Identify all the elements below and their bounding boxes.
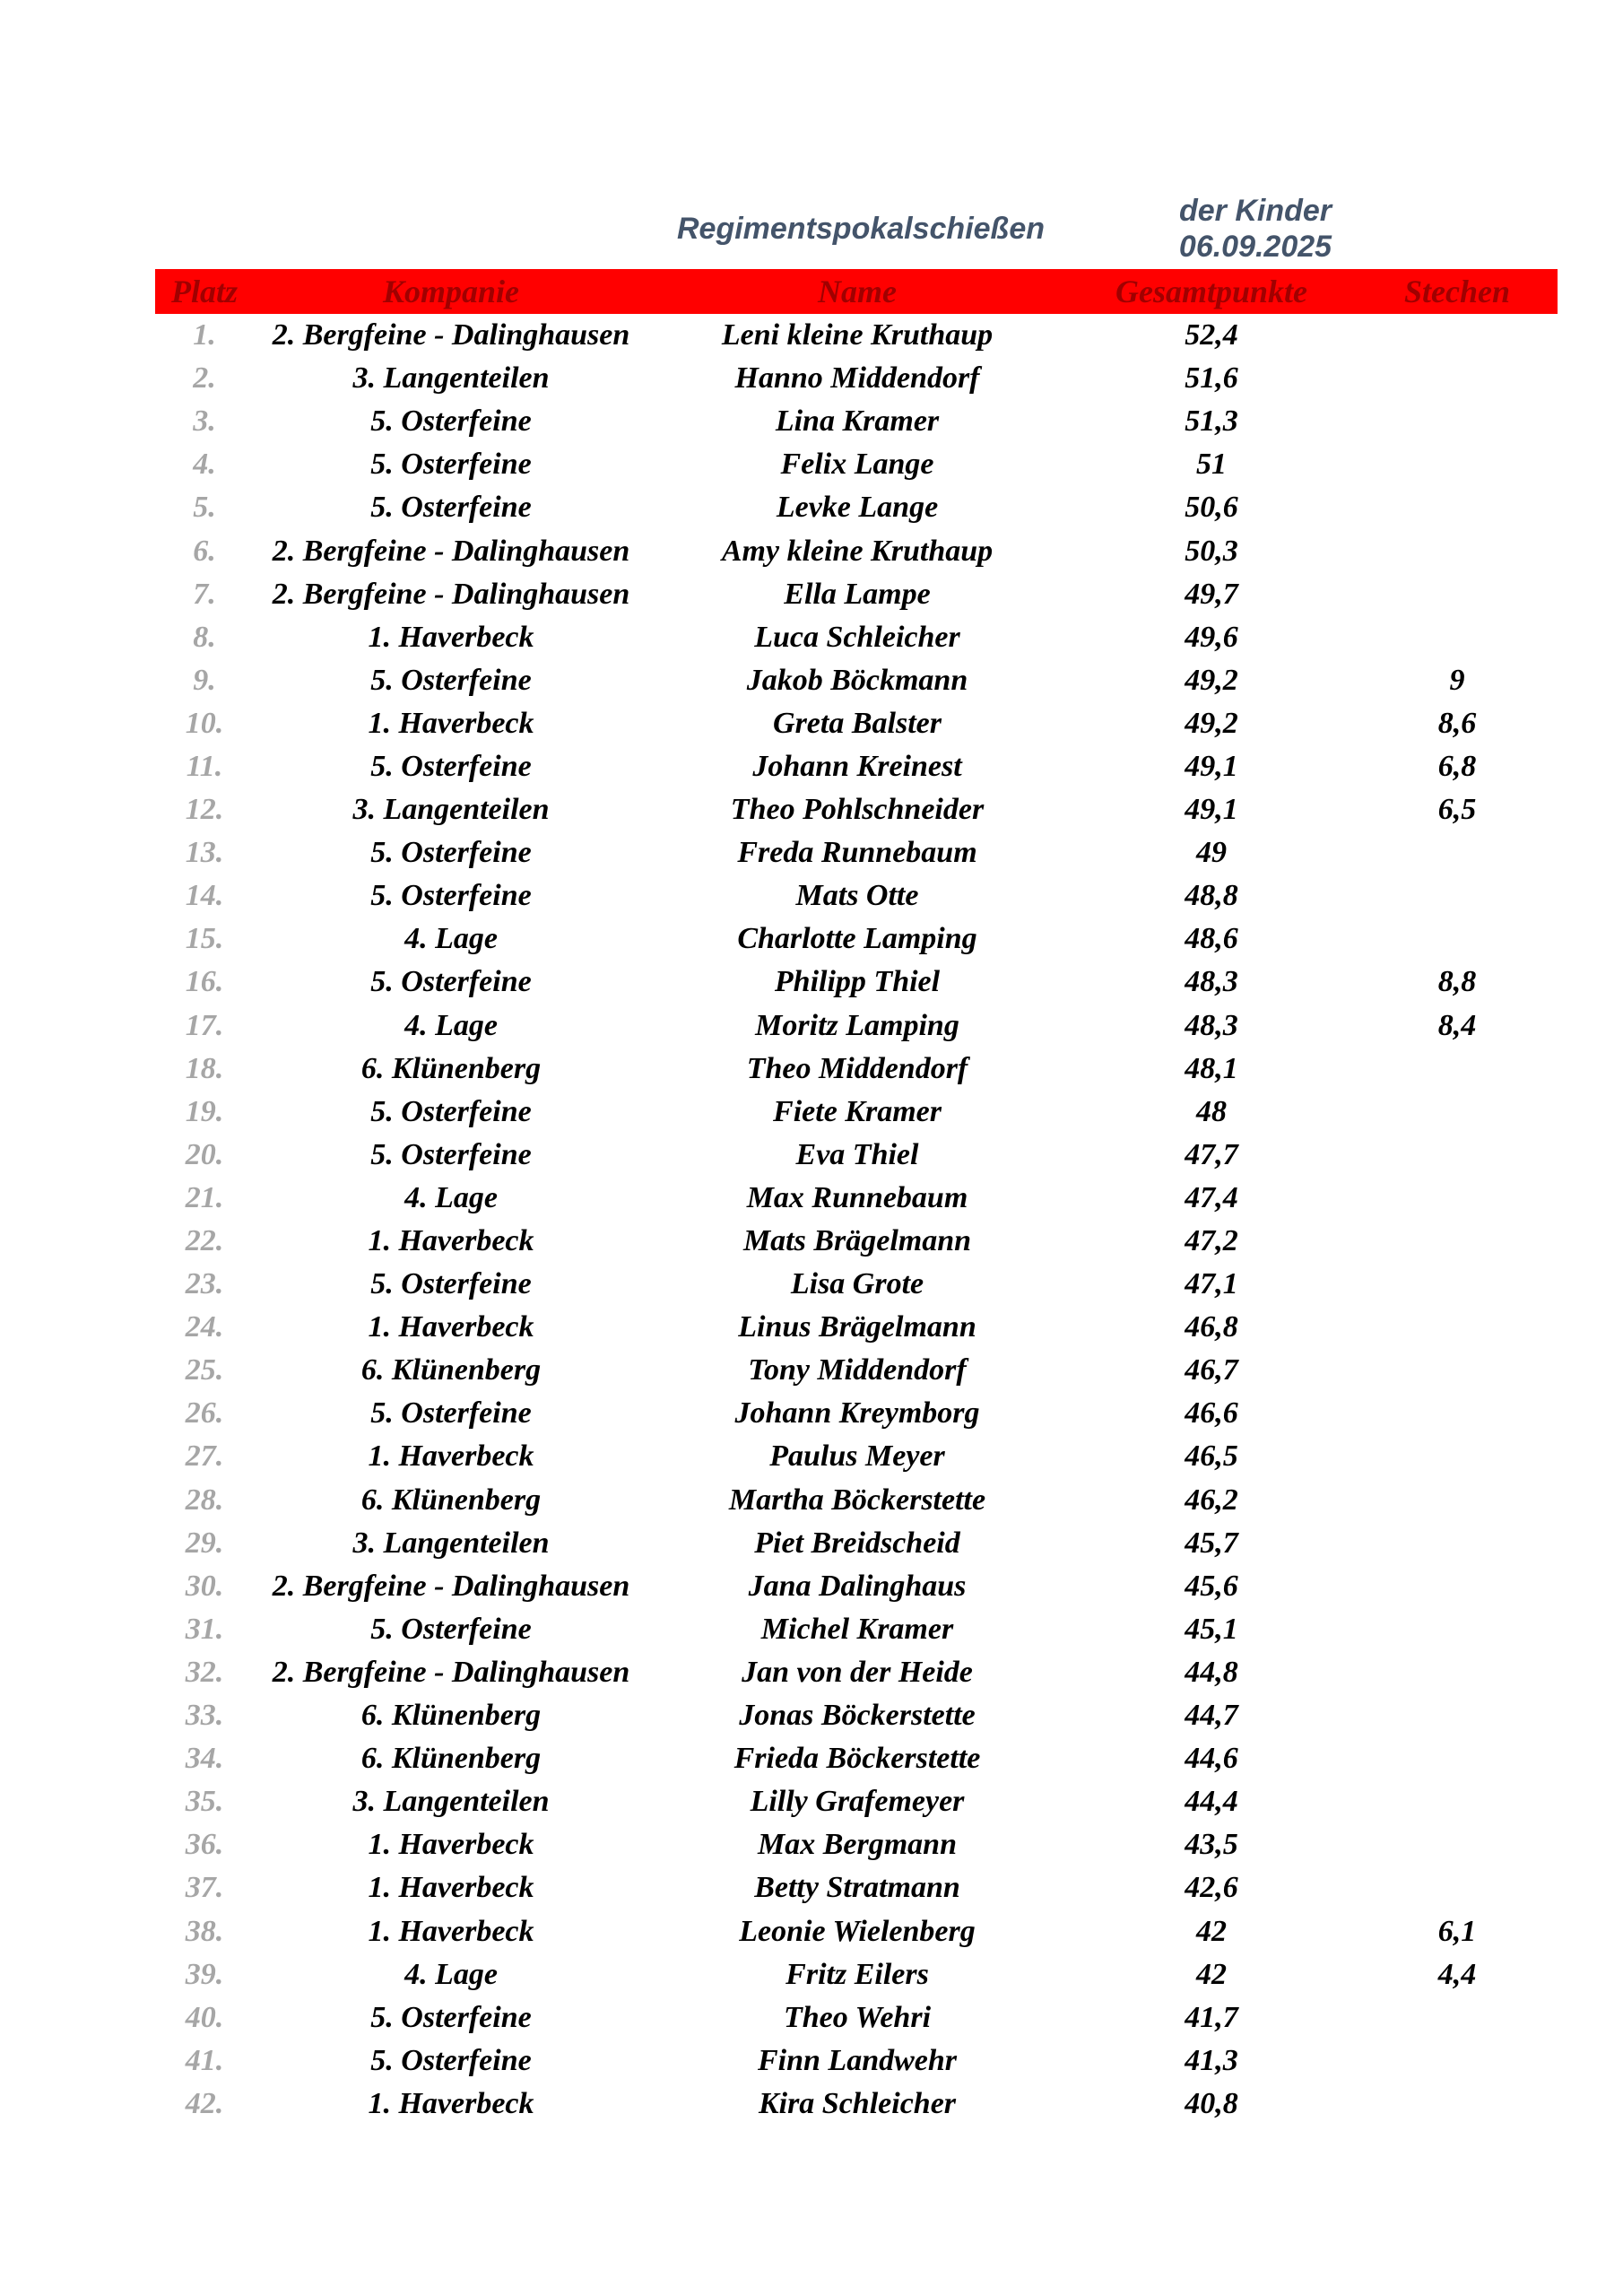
table-header bbox=[155, 269, 1558, 314]
cell-gesamtpunkte: 44,6 bbox=[1185, 1742, 1238, 1776]
cell-gesamtpunkte: 45,7 bbox=[1185, 1526, 1238, 1560]
cell-kompanie: 5. Osterfeine bbox=[370, 663, 532, 697]
cell-name: Freda Runnebaum bbox=[737, 836, 977, 870]
cell-platz: 22. bbox=[185, 1224, 224, 1258]
header-row bbox=[155, 269, 1558, 314]
subtitle-line-2: 06.09.2025 bbox=[1178, 230, 1332, 264]
cell-kompanie: 3. Langenteilen bbox=[352, 1526, 550, 1560]
cell-platz: 34. bbox=[185, 1742, 224, 1776]
cell-name: Lina Kramer bbox=[775, 404, 940, 439]
table-row bbox=[155, 529, 1558, 572]
cell-platz: 42. bbox=[185, 2086, 224, 2120]
cell-name: Ella Lampe bbox=[784, 577, 931, 611]
cell-name: Michel Kramer bbox=[760, 1612, 954, 1646]
table-row bbox=[155, 1823, 1558, 1866]
cell-stechen bbox=[1357, 616, 1558, 659]
table-row bbox=[155, 616, 1558, 659]
cell-kompanie: 5. Osterfeine bbox=[370, 1267, 532, 1301]
cell-gesamtpunkte: 41,3 bbox=[1185, 2043, 1238, 2077]
cell-kompanie: 6. Klünenberg bbox=[360, 1483, 542, 1517]
cell-name: Theo Middendorf bbox=[746, 1051, 968, 1085]
cell-gesamtpunkte: 47,2 bbox=[1185, 1224, 1238, 1258]
cell-name: Eva Thiel bbox=[795, 1137, 919, 1171]
cell-platz: 21. bbox=[185, 1180, 224, 1214]
cell-platz: 41. bbox=[185, 2043, 224, 2077]
cell-platz: 20. bbox=[185, 1137, 224, 1171]
cell-stechen bbox=[1357, 1263, 1558, 1306]
table-row bbox=[155, 1220, 1558, 1263]
cell-stechen bbox=[1357, 573, 1558, 616]
cell-gesamtpunkte: 42 bbox=[1196, 1957, 1227, 1991]
cell-name: Johann Kreinest bbox=[752, 749, 962, 783]
cell-stechen bbox=[1357, 1349, 1558, 1392]
cell-platz: 38. bbox=[185, 1914, 224, 1948]
cell-stechen bbox=[1357, 1048, 1558, 1091]
cell-name: Charlotte Lamping bbox=[737, 922, 977, 956]
cell-kompanie: 5. Osterfeine bbox=[370, 1094, 532, 1128]
cell-name: Luca Schleicher bbox=[754, 620, 960, 654]
table-row bbox=[155, 1263, 1558, 1306]
table-row bbox=[155, 702, 1558, 745]
cell-kompanie: 5. Osterfeine bbox=[370, 1396, 532, 1431]
cell-gesamtpunkte: 49,2 bbox=[1185, 663, 1238, 697]
cell-platz: 35. bbox=[185, 1785, 224, 1819]
cell-name: Linus Brägelmann bbox=[738, 1310, 976, 1344]
cell-kompanie: 5. Osterfeine bbox=[370, 749, 532, 783]
table-row bbox=[155, 1392, 1558, 1435]
table-row bbox=[155, 1134, 1558, 1177]
cell-gesamtpunkte: 42 bbox=[1196, 1914, 1227, 1948]
cell-kompanie: 1. Haverbeck bbox=[368, 620, 534, 654]
cell-gesamtpunkte: 49,2 bbox=[1185, 706, 1238, 740]
cell-gesamtpunkte: 46,8 bbox=[1185, 1310, 1238, 1344]
cell-kompanie: 6. Klünenberg bbox=[360, 1699, 542, 1733]
subtitle-line-1: der Kinder bbox=[1178, 194, 1332, 228]
table-row bbox=[155, 573, 1558, 616]
cell-name: Philipp Thiel bbox=[774, 965, 941, 999]
cell-kompanie: 5. Osterfeine bbox=[370, 448, 532, 482]
cell-name: Piet Breidscheid bbox=[754, 1526, 960, 1560]
cell-kompanie: 1. Haverbeck bbox=[368, 1871, 534, 1905]
cell-name: Greta Balster bbox=[773, 706, 942, 740]
cell-stechen: 6,8 bbox=[1437, 749, 1477, 783]
cell-kompanie: 4. Lage bbox=[404, 1957, 498, 1991]
table-row bbox=[155, 357, 1558, 400]
cell-platz: 7. bbox=[193, 577, 216, 611]
table-row bbox=[155, 1048, 1558, 1091]
cell-stechen bbox=[1357, 1091, 1558, 1134]
cell-kompanie: 2. Bergfeine - Dalinghausen bbox=[272, 577, 630, 611]
cell-platz: 5. bbox=[193, 491, 216, 525]
cell-stechen bbox=[1357, 1823, 1558, 1866]
cell-name: Paulus Meyer bbox=[769, 1439, 945, 1474]
page-title: Regimentspokalschießen bbox=[676, 212, 1045, 246]
cell-platz: 15. bbox=[185, 922, 224, 956]
cell-platz: 33. bbox=[185, 1699, 224, 1733]
cell-kompanie: 2. Bergfeine - Dalinghausen bbox=[272, 534, 630, 568]
cell-stechen: 6,1 bbox=[1437, 1914, 1477, 1948]
cell-gesamtpunkte: 51,6 bbox=[1185, 361, 1238, 396]
cell-kompanie: 6. Klünenberg bbox=[360, 1051, 542, 1085]
cell-platz: 40. bbox=[185, 2000, 224, 2034]
cell-name: Moritz Lamping bbox=[755, 1008, 959, 1042]
cell-gesamtpunkte: 49,1 bbox=[1185, 793, 1238, 827]
table-row bbox=[155, 918, 1558, 961]
cell-kompanie: 1. Haverbeck bbox=[368, 706, 534, 740]
cell-stechen: 8,6 bbox=[1437, 706, 1477, 740]
table-row bbox=[155, 1996, 1558, 2039]
cell-stechen: 8,4 bbox=[1437, 1008, 1477, 1042]
table-row bbox=[155, 1091, 1558, 1134]
table-row bbox=[155, 1004, 1558, 1048]
table-row bbox=[155, 1953, 1558, 1996]
cell-gesamtpunkte: 50,6 bbox=[1185, 491, 1238, 525]
cell-platz: 24. bbox=[185, 1310, 224, 1344]
cell-gesamtpunkte: 47,4 bbox=[1185, 1180, 1238, 1214]
cell-gesamtpunkte: 49,6 bbox=[1185, 620, 1238, 654]
cell-name: Frieda Böckerstette bbox=[733, 1742, 981, 1776]
cell-platz: 23. bbox=[185, 1267, 224, 1301]
cell-gesamtpunkte: 46,5 bbox=[1185, 1439, 1238, 1474]
cell-stechen bbox=[1357, 1177, 1558, 1220]
cell-gesamtpunkte: 51 bbox=[1196, 448, 1227, 482]
cell-name: Fiete Kramer bbox=[773, 1094, 942, 1128]
cell-gesamtpunkte: 48,1 bbox=[1185, 1051, 1238, 1085]
cell-kompanie: 2. Bergfeine - Dalinghausen bbox=[272, 1655, 630, 1689]
column-header-kompanie: Kompanie bbox=[382, 274, 519, 309]
cell-gesamtpunkte: 48,6 bbox=[1185, 922, 1238, 956]
cell-stechen bbox=[1357, 1996, 1558, 2039]
cell-kompanie: 1. Haverbeck bbox=[368, 2086, 534, 2120]
table-row bbox=[155, 400, 1558, 443]
table-row bbox=[155, 961, 1558, 1004]
cell-kompanie: 1. Haverbeck bbox=[368, 1439, 534, 1474]
cell-platz: 11. bbox=[186, 749, 223, 783]
cell-stechen bbox=[1357, 1522, 1558, 1565]
cell-gesamtpunkte: 51,3 bbox=[1185, 404, 1238, 439]
cell-platz: 13. bbox=[185, 836, 224, 870]
table-row bbox=[155, 745, 1558, 788]
table-row bbox=[155, 1694, 1558, 1737]
cell-name: Mats Brägelmann bbox=[742, 1224, 972, 1258]
table-row bbox=[155, 1435, 1558, 1478]
cell-stechen bbox=[1357, 1608, 1558, 1651]
cell-platz: 1. bbox=[193, 318, 216, 352]
cell-name: Mats Otte bbox=[795, 879, 919, 913]
cell-stechen bbox=[1357, 2039, 1558, 2083]
cell-name: Finn Landwehr bbox=[757, 2043, 958, 2077]
cell-stechen bbox=[1357, 1651, 1558, 1694]
cell-platz: 25. bbox=[185, 1353, 224, 1387]
cell-platz: 37. bbox=[185, 1871, 224, 1905]
cell-name: Jakob Böckmann bbox=[746, 663, 968, 697]
cell-name: Hanno Middendorf bbox=[734, 361, 980, 396]
cell-platz: 16. bbox=[185, 965, 224, 999]
cell-gesamtpunkte: 44,7 bbox=[1185, 1699, 1238, 1733]
cell-gesamtpunkte: 49 bbox=[1196, 836, 1227, 870]
cell-kompanie: 4. Lage bbox=[404, 1008, 498, 1042]
cell-kompanie: 6. Klünenberg bbox=[360, 1742, 542, 1776]
cell-kompanie: 3. Langenteilen bbox=[352, 1785, 550, 1819]
cell-gesamtpunkte: 52,4 bbox=[1185, 318, 1238, 352]
cell-kompanie: 1. Haverbeck bbox=[368, 1224, 534, 1258]
cell-stechen bbox=[1357, 1780, 1558, 1823]
cell-name: Max Bergmann bbox=[758, 1828, 957, 1862]
cell-platz: 8. bbox=[193, 620, 216, 654]
table-row bbox=[155, 1522, 1558, 1565]
cell-kompanie: 1. Haverbeck bbox=[368, 1310, 534, 1344]
column-header-platz: Platz bbox=[170, 274, 238, 309]
cell-kompanie: 1. Haverbeck bbox=[368, 1828, 534, 1862]
table-row bbox=[155, 314, 1558, 357]
cell-platz: 2. bbox=[193, 361, 216, 396]
cell-gesamtpunkte: 41,7 bbox=[1185, 2000, 1238, 2034]
cell-stechen bbox=[1357, 1694, 1558, 1737]
cell-kompanie: 5. Osterfeine bbox=[370, 965, 532, 999]
cell-gesamtpunkte: 46,2 bbox=[1185, 1483, 1238, 1517]
cell-platz: 28. bbox=[185, 1483, 224, 1517]
cell-name: Levke Lange bbox=[776, 491, 939, 525]
cell-kompanie: 2. Bergfeine - Dalinghausen bbox=[272, 1569, 630, 1603]
cell-name: Leonie Wielenberg bbox=[739, 1914, 976, 1948]
cell-platz: 18. bbox=[185, 1051, 224, 1085]
table-row bbox=[155, 874, 1558, 918]
cell-kompanie: 3. Langenteilen bbox=[352, 361, 550, 396]
cell-kompanie: 5. Osterfeine bbox=[370, 836, 532, 870]
cell-gesamtpunkte: 46,6 bbox=[1185, 1396, 1238, 1431]
cell-name: Kira Schleicher bbox=[758, 2086, 957, 2120]
table-row bbox=[155, 443, 1558, 486]
cell-name: Jan von der Heide bbox=[742, 1655, 973, 1689]
cell-stechen bbox=[1357, 918, 1558, 961]
cell-name: Jana Dalinghaus bbox=[748, 1569, 967, 1603]
cell-gesamtpunkte: 49,7 bbox=[1185, 577, 1238, 611]
cell-platz: 27. bbox=[185, 1439, 224, 1474]
results-table bbox=[155, 269, 1558, 2126]
cell-kompanie: 5. Osterfeine bbox=[370, 2043, 532, 2077]
column-header-name: Name bbox=[818, 274, 897, 309]
cell-platz: 39. bbox=[185, 1957, 224, 1991]
cell-name: Martha Böckerstette bbox=[728, 1483, 986, 1517]
cell-name: Felix Lange bbox=[780, 448, 934, 482]
table-row bbox=[155, 2039, 1558, 2083]
column-header-gesamtpunkte: Gesamtpunkte bbox=[1115, 274, 1307, 309]
cell-stechen: 9 bbox=[1449, 663, 1465, 697]
cell-platz: 26. bbox=[185, 1396, 224, 1431]
cell-gesamtpunkte: 49,1 bbox=[1185, 749, 1238, 783]
cell-name: Lisa Grote bbox=[790, 1267, 924, 1301]
table-row bbox=[155, 1909, 1558, 1952]
cell-stechen: 8,8 bbox=[1437, 965, 1477, 999]
cell-stechen bbox=[1357, 1134, 1558, 1177]
table-row bbox=[155, 1306, 1558, 1349]
cell-stechen bbox=[1357, 357, 1558, 400]
cell-platz: 30. bbox=[185, 1569, 224, 1603]
table-row bbox=[155, 1565, 1558, 1608]
page-subtitle bbox=[1121, 193, 1390, 265]
cell-platz: 17. bbox=[185, 1008, 224, 1042]
cell-name: Amy kleine Kruthaup bbox=[721, 534, 994, 568]
cell-kompanie: 5. Osterfeine bbox=[370, 1612, 532, 1646]
table-row bbox=[155, 1780, 1558, 1823]
table-row bbox=[155, 2083, 1558, 2126]
cell-platz: 19. bbox=[185, 1094, 224, 1128]
cell-stechen bbox=[1357, 2083, 1558, 2126]
cell-platz: 12. bbox=[185, 793, 224, 827]
cell-stechen: 6,5 bbox=[1437, 793, 1477, 827]
cell-stechen bbox=[1357, 831, 1558, 874]
table-row bbox=[155, 1737, 1558, 1780]
cell-kompanie: 5. Osterfeine bbox=[370, 404, 532, 439]
cell-kompanie: 5. Osterfeine bbox=[370, 879, 532, 913]
cell-gesamtpunkte: 45,1 bbox=[1185, 1612, 1238, 1646]
cell-stechen bbox=[1357, 1306, 1558, 1349]
cell-name: Betty Stratmann bbox=[754, 1871, 960, 1905]
cell-stechen bbox=[1357, 1565, 1558, 1608]
cell-platz: 14. bbox=[185, 879, 224, 913]
cell-gesamtpunkte: 47,7 bbox=[1185, 1137, 1238, 1171]
cell-kompanie: 5. Osterfeine bbox=[370, 1137, 532, 1171]
table-row bbox=[155, 1479, 1558, 1522]
cell-gesamtpunkte: 40,8 bbox=[1185, 2086, 1238, 2120]
cell-stechen bbox=[1357, 443, 1558, 486]
cell-stechen bbox=[1357, 1220, 1558, 1263]
cell-stechen bbox=[1357, 1737, 1558, 1780]
table-row bbox=[155, 1608, 1558, 1651]
cell-gesamtpunkte: 44,8 bbox=[1185, 1655, 1238, 1689]
cell-stechen bbox=[1357, 1392, 1558, 1435]
cell-name: Lilly Grafemeyer bbox=[750, 1785, 965, 1819]
cell-stechen bbox=[1357, 400, 1558, 443]
cell-gesamtpunkte: 48,3 bbox=[1185, 1008, 1238, 1042]
cell-kompanie: 5. Osterfeine bbox=[370, 491, 532, 525]
cell-platz: 36. bbox=[185, 1828, 224, 1862]
cell-platz: 29. bbox=[185, 1526, 224, 1560]
column-header-stechen: Stechen bbox=[1403, 274, 1510, 309]
cell-platz: 6. bbox=[193, 534, 216, 568]
cell-platz: 9. bbox=[193, 663, 216, 697]
cell-gesamtpunkte: 48,8 bbox=[1185, 879, 1238, 913]
cell-gesamtpunkte: 43,5 bbox=[1185, 1828, 1238, 1862]
cell-gesamtpunkte: 46,7 bbox=[1185, 1353, 1238, 1387]
cell-kompanie: 6. Klünenberg bbox=[360, 1353, 542, 1387]
cell-gesamtpunkte: 48 bbox=[1196, 1094, 1227, 1128]
cell-kompanie: 2. Bergfeine - Dalinghausen bbox=[272, 318, 630, 352]
table-row bbox=[155, 1651, 1558, 1694]
cell-name: Max Runnebaum bbox=[746, 1180, 968, 1214]
table-row bbox=[155, 486, 1558, 529]
table-row bbox=[155, 1177, 1558, 1220]
cell-platz: 31. bbox=[185, 1612, 224, 1646]
cell-stechen bbox=[1357, 529, 1558, 572]
cell-platz: 3. bbox=[193, 404, 216, 439]
cell-kompanie: 1. Haverbeck bbox=[368, 1914, 534, 1948]
table-row bbox=[155, 788, 1558, 831]
cell-platz: 10. bbox=[185, 706, 224, 740]
cell-platz: 32. bbox=[185, 1655, 224, 1689]
table-row bbox=[155, 1349, 1558, 1392]
cell-stechen bbox=[1357, 1435, 1558, 1478]
cell-stechen bbox=[1357, 1866, 1558, 1909]
cell-gesamtpunkte: 45,6 bbox=[1185, 1569, 1238, 1603]
cell-stechen bbox=[1357, 1479, 1558, 1522]
table-body bbox=[155, 314, 1558, 2126]
cell-gesamtpunkte: 44,4 bbox=[1185, 1785, 1238, 1819]
cell-kompanie: 4. Lage bbox=[404, 922, 498, 956]
cell-name: Tony Middendorf bbox=[748, 1353, 967, 1387]
cell-gesamtpunkte: 50,3 bbox=[1185, 534, 1238, 568]
cell-kompanie: 5. Osterfeine bbox=[370, 2000, 532, 2034]
cell-kompanie: 3. Langenteilen bbox=[352, 793, 550, 827]
cell-stechen bbox=[1357, 874, 1558, 918]
table-row bbox=[155, 831, 1558, 874]
cell-gesamtpunkte: 48,3 bbox=[1185, 965, 1238, 999]
table-row bbox=[155, 1866, 1558, 1909]
cell-name: Jonas Böckerstette bbox=[739, 1699, 976, 1733]
table-row bbox=[155, 659, 1558, 702]
cell-name: Fritz Eilers bbox=[785, 1957, 929, 1991]
cell-gesamtpunkte: 42,6 bbox=[1185, 1871, 1238, 1905]
cell-stechen bbox=[1357, 486, 1558, 529]
cell-platz: 4. bbox=[193, 448, 216, 482]
cell-stechen bbox=[1357, 314, 1558, 357]
cell-name: Johann Kreymborg bbox=[734, 1396, 980, 1431]
cell-name: Theo Pohlschneider bbox=[730, 793, 985, 827]
cell-name: Theo Wehri bbox=[783, 2000, 932, 2034]
cell-kompanie: 4. Lage bbox=[404, 1180, 498, 1214]
cell-stechen: 4,4 bbox=[1437, 1957, 1477, 1991]
cell-name: Leni kleine Kruthaup bbox=[721, 318, 994, 352]
cell-gesamtpunkte: 47,1 bbox=[1185, 1267, 1238, 1301]
